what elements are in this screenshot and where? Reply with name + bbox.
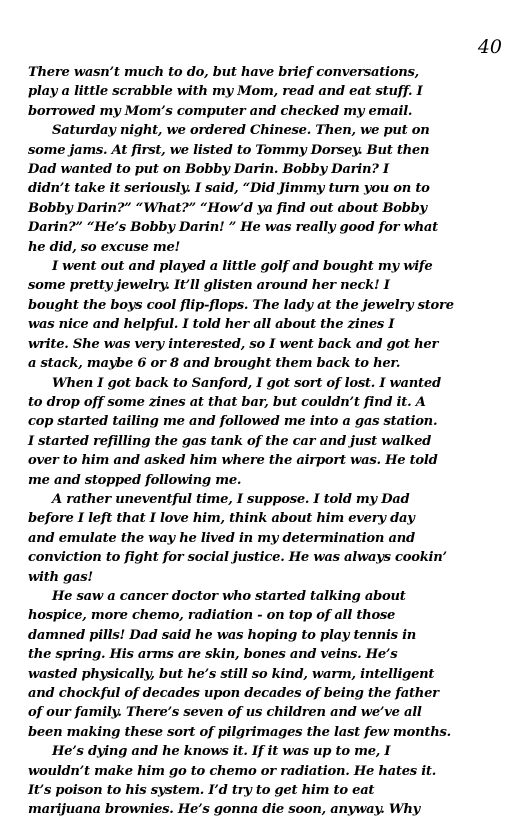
text-line: Saturday night, we ordered Chinese. Then, we put on xyxy=(52,123,430,139)
text-line: play a little scrabble with my Mom, read and eat stuff. I xyxy=(28,84,423,100)
text-line: marijuana brownies. He’s gonna die soon, anyway. Why xyxy=(28,802,420,818)
text-line: of our family. There’s seven of us children and we’ve all xyxy=(28,705,422,721)
text-line: conviction to fight for social justice. He was always cookin’ xyxy=(28,550,447,566)
page-number: 40 xyxy=(477,36,502,58)
text-line: some pretty jewelry. It’ll glisten around her neck! I xyxy=(28,278,390,294)
text-line: bought the boys cool flip-flops. The lady at the jewelry store xyxy=(28,297,454,313)
text-line: and chockful of decades upon decades of being the father xyxy=(28,686,439,701)
text-line: A rather uneventful time, I suppose. I told my Dad xyxy=(52,491,410,507)
text-line: before I left that I love him, think about him every day xyxy=(28,511,415,527)
text-line: hospice, more chemo, radiation - on top of all those xyxy=(28,608,396,624)
text-line: He saw a cancer doctor who started talking about xyxy=(52,588,406,604)
text-line: was nice and helpful. I told her all about the zines I xyxy=(28,317,395,333)
text-line: he did, so excuse me! xyxy=(28,239,181,255)
text-line: cop started tailing me and followed me into a gas station. xyxy=(28,414,438,430)
text-line: borrowed my Mom’s computer and checked my email. xyxy=(28,103,413,119)
text-line: with gas! xyxy=(28,569,93,585)
text-line: He’s dying and he knows it. If it was up to me, I xyxy=(52,744,391,760)
text-line: been making these sort of pilgrimages the last few months. xyxy=(28,724,451,740)
text-line: There wasn’t much to do, but have brief conversations, xyxy=(28,65,419,80)
text-line: and emulate the way he lived in my determination and xyxy=(28,530,415,546)
body-text xyxy=(28,63,498,820)
text-line: write. She was very interested, so I went back and got her xyxy=(28,336,439,352)
text-line: wasted physically, but he’s still so kind, warm, intelligent xyxy=(28,666,435,682)
text-line: a stack, maybe 6 or 8 and brought them back to her. xyxy=(28,356,401,372)
text-line: me and stopped following me. xyxy=(28,472,242,488)
text-line: wouldn’t make him go to chemo or radiation. He hates it. xyxy=(28,763,437,779)
text-line: I started refilling the gas tank of the car and just walked xyxy=(28,433,432,449)
text-line: over to him and asked him where the airport was. He told xyxy=(28,453,438,469)
text-line: Darin?” “He’s Bobby Darin! ” He was really good for what xyxy=(28,220,438,236)
text-line: to drop off some zines at that bar, but couldn’t find it. A xyxy=(28,394,426,410)
text-line: didn’t take it seriously. I said, “Did Jimmy turn you on to xyxy=(28,181,430,197)
text-line: When I got back to Sanford, I got sort of lost. I wanted xyxy=(52,375,441,391)
text-line: some jams. At first, we listed to Tommy Dorsey. But then xyxy=(28,142,430,158)
text-line: damned pills! Dad said he was hoping to play tennis in xyxy=(28,627,417,643)
text-line: I went out and played a little golf and bought my wife xyxy=(52,259,433,275)
text-line: Bobby Darin?” “What?” “How’d ya find out about Bobby xyxy=(28,200,427,216)
text-line: the spring. His arms are skin, bones and veins. He’s xyxy=(28,647,398,663)
text-line: Dad wanted to put on Bobby Darin. Bobby Darin? I xyxy=(28,162,389,178)
text-line: It’s poison to his system. I’d try to get him to eat xyxy=(28,783,375,799)
